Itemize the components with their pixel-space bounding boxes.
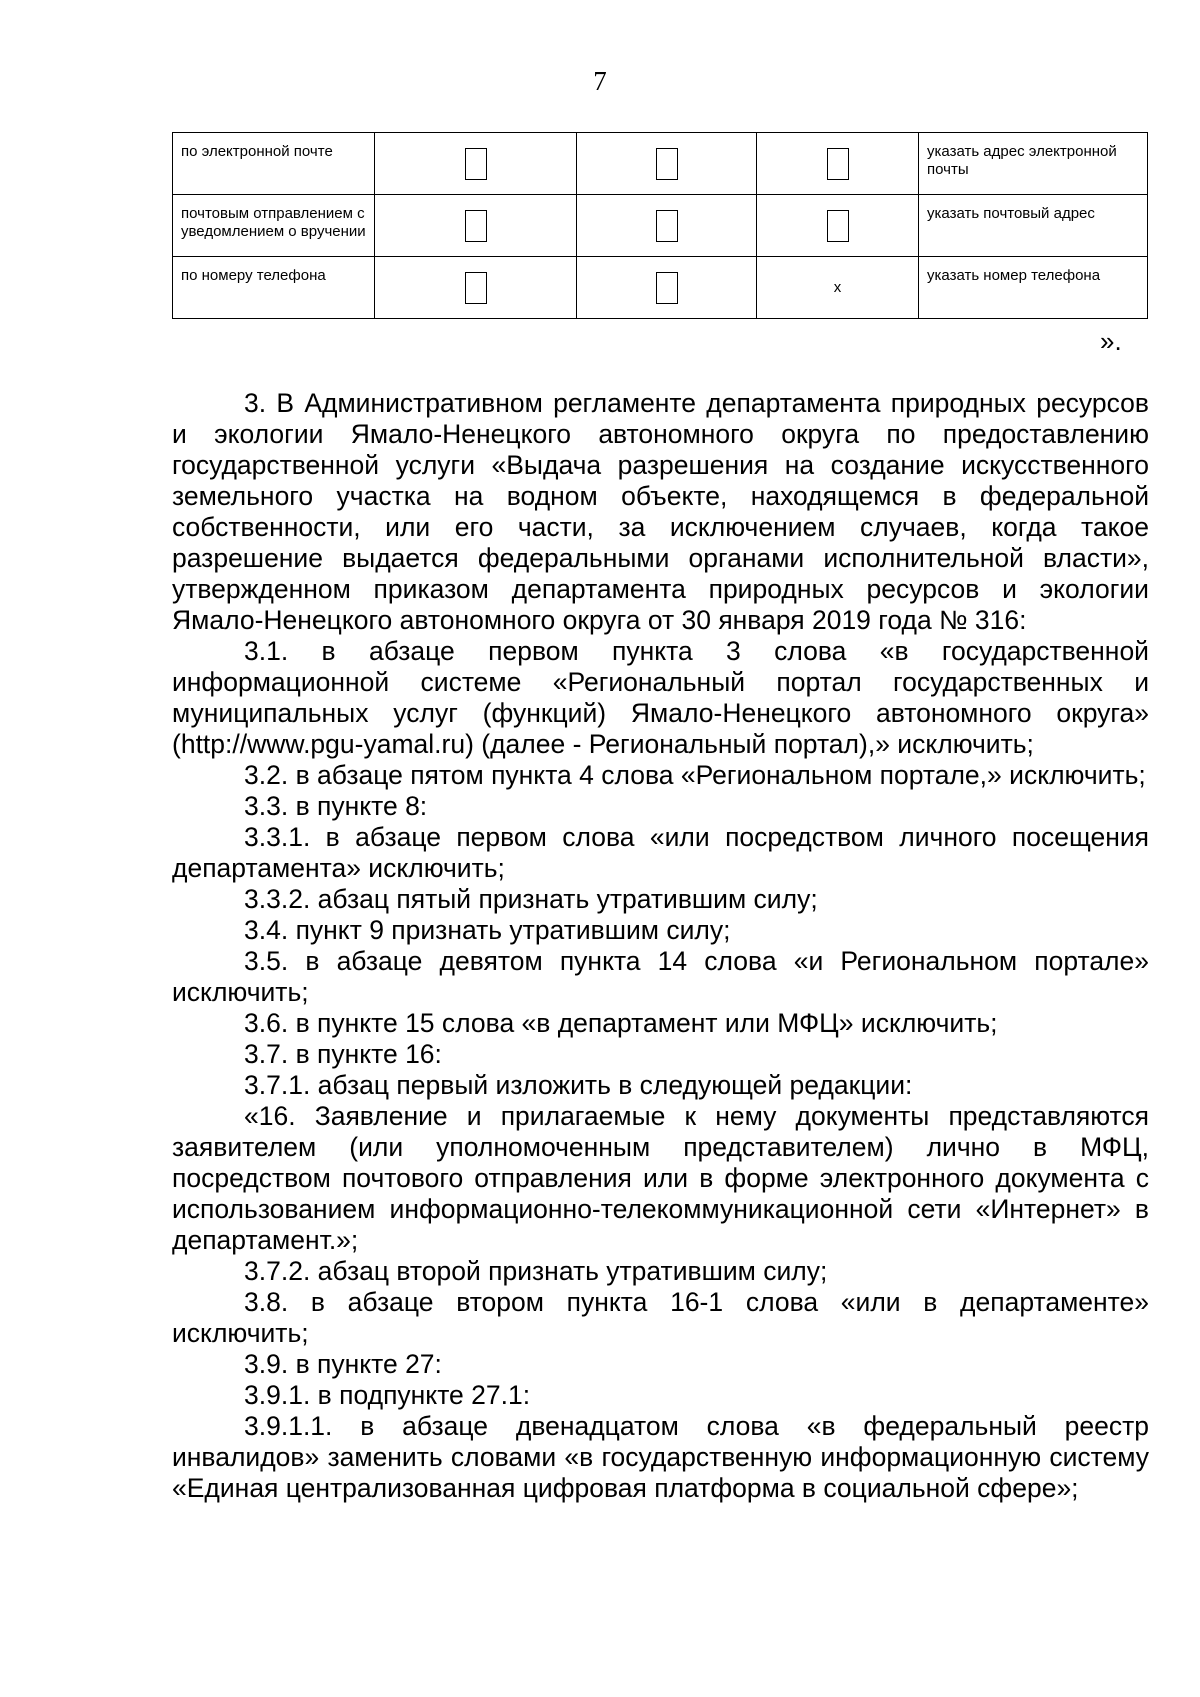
paragraph: «16. Заявление и прилагаемые к нему документы представляются заявителем (или уполномоченным представителем) лично в МФЦ, посредством почтового отправления или в форме электронного документа с использованием информационно-телекоммуникационной сети «Интернет» в департамент.»; bbox=[172, 1101, 1149, 1255]
paragraph: 3.7.1. абзац первый изложить в следующей редакции: bbox=[244, 1070, 913, 1100]
paragraph: 3.7. в пункте 16: bbox=[244, 1039, 442, 1069]
paragraph: 3.9.1.1. в абзаце двенадцатом слова «в федеральный реестр инвалидов» заменить словами «в государственную информационную систему «Единая централизованная цифровая платформа в социальной сфере»; bbox=[172, 1411, 1149, 1503]
note-cell: указать почтовый адрес bbox=[919, 195, 1148, 257]
page-number: 7 bbox=[593, 66, 607, 96]
paragraph: 3.7.2. абзац второй признать утратившим силу; bbox=[244, 1256, 828, 1286]
note-cell: указать номер телефона bbox=[919, 257, 1148, 319]
checkbox[interactable] bbox=[827, 210, 849, 242]
paragraph: 3.1. в абзаце первом пункта 3 слова «в государственной информационной системе «Региональный портал государственных и муниципальных услуг (функций) Ямало-Ненецкого автономного округа» (http://www.pgu-yamal.ru) (далее - Региональный портал),» исключить; bbox=[172, 636, 1149, 759]
paragraph: 3.5. в абзаце девятом пункта 14 слова «и Региональном портале» исключить; bbox=[172, 946, 1149, 1007]
paragraph: 3.3. в пункте 8: bbox=[244, 791, 428, 821]
method-cell: по электронной почте bbox=[173, 133, 375, 195]
cross-mark: х bbox=[833, 278, 842, 296]
table-row bbox=[173, 195, 1148, 257]
closing-quote: ». bbox=[1100, 326, 1122, 356]
checkbox[interactable] bbox=[465, 148, 487, 180]
paragraph: 3.4. пункт 9 признать утратившим силу; bbox=[244, 915, 731, 945]
checkbox[interactable] bbox=[656, 210, 678, 242]
note-cell: указать адрес электронной почты bbox=[919, 133, 1148, 195]
checkbox[interactable] bbox=[656, 148, 678, 180]
paragraph: 3.9.1. в подпункте 27.1: bbox=[244, 1380, 531, 1410]
paragraph: 3.8. в абзаце втором пункта 16-1 слова «или в департаменте» исключить; bbox=[172, 1287, 1149, 1348]
paragraph: 3.3.2. абзац пятый признать утратившим силу; bbox=[244, 884, 818, 914]
paragraph: 3.9. в пункте 27: bbox=[244, 1349, 442, 1379]
body-text bbox=[172, 388, 1149, 1504]
paragraph: 3.6. в пункте 15 слова «в департамент или МФЦ» исключить; bbox=[244, 1008, 998, 1038]
checkbox[interactable] bbox=[827, 148, 849, 180]
checkbox[interactable] bbox=[465, 272, 487, 304]
method-cell: по номеру телефона bbox=[173, 257, 375, 319]
checkbox[interactable] bbox=[656, 272, 678, 304]
table-row bbox=[173, 257, 1148, 319]
paragraph: 3. В Административном регламенте департамента природных ресурсов и экологии Ямало-Ненецкого автономного округа по предоставлению государственной услуги «Выдача разрешения на создание искусственного земельного участка на водном объекте, находящемся в федеральной собственности, или его части, за исключением случаев, когда такое разрешение выдается федеральными органами исполнительной власти», утвержденном приказом департамента природных ресурсов и экологии Ямало-Ненецкого автономного округа от 30 января 2019 года № 316: bbox=[172, 388, 1149, 635]
delivery-method-table bbox=[172, 132, 1148, 319]
paragraph: 3.3.1. в абзаце первом слова «или посредством личного посещения департамента» исключить; bbox=[172, 822, 1149, 883]
paragraph: 3.2. в абзаце пятом пункта 4 слова «Региональном портале,» исключить; bbox=[244, 760, 1146, 790]
table-row bbox=[173, 133, 1148, 195]
method-cell: почтовым отправлением с уведомлением о вручении bbox=[173, 195, 375, 257]
checkbox[interactable] bbox=[465, 210, 487, 242]
